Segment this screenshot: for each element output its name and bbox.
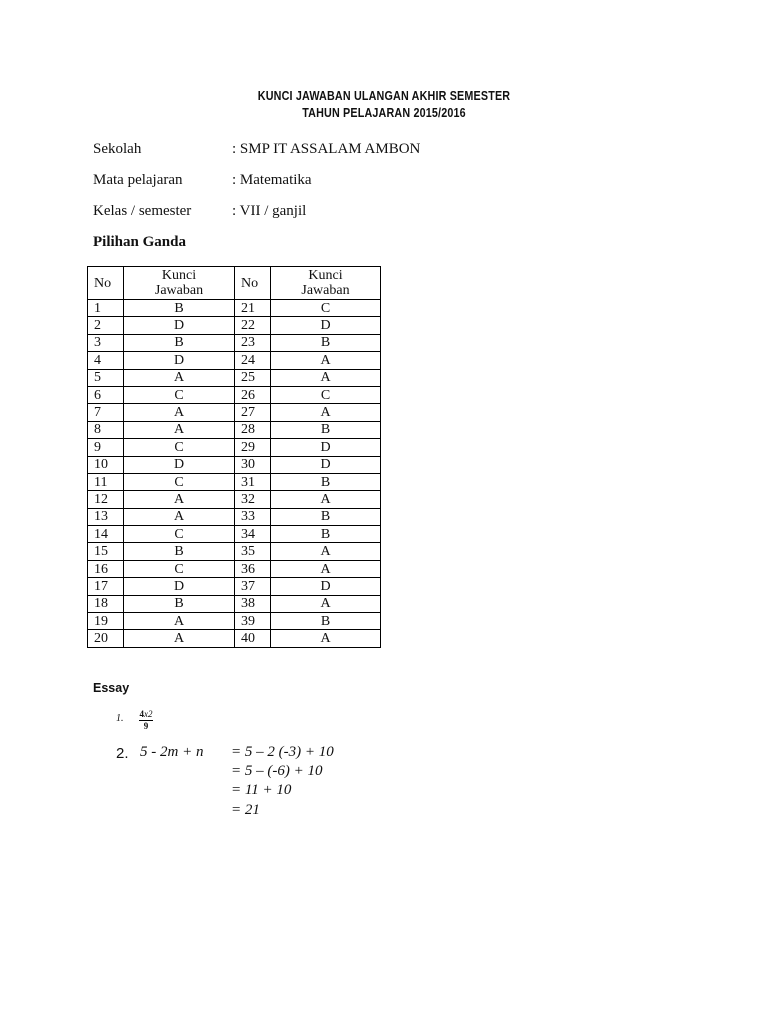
table-row (88, 508, 381, 525)
table-row (88, 630, 381, 647)
row-no-2: 30 (235, 456, 271, 473)
row-no-2: 35 (235, 543, 271, 560)
row-answer: B (124, 595, 235, 612)
row-answer: A (124, 508, 235, 525)
essay-title: Essay (93, 681, 130, 695)
row-no: 1 (88, 300, 124, 317)
row-no: 17 (88, 578, 124, 595)
row-no-2: 24 (235, 352, 271, 369)
row-no: 15 (88, 543, 124, 560)
row-answer-2: B (271, 526, 381, 543)
row-answer-2: D (271, 439, 381, 456)
row-no-2: 26 (235, 386, 271, 403)
header-answer-line1: Kunci (308, 268, 343, 283)
row-answer-2: A (271, 491, 381, 508)
row-answer: A (124, 404, 235, 421)
row-no: 4 (88, 352, 124, 369)
row-no: 5 (88, 369, 124, 386)
row-answer-2: C (271, 300, 381, 317)
row-answer-2: A (271, 595, 381, 612)
table-row (88, 595, 381, 612)
section-title: Pilihan Ganda (93, 234, 186, 250)
essay-step: = 21 (231, 802, 260, 818)
row-answer-2: D (271, 578, 381, 595)
header-answer-line2: Jawaban (301, 283, 350, 298)
row-no-2: 31 (235, 473, 271, 490)
table-row (88, 300, 381, 317)
row-answer: C (124, 439, 235, 456)
table-row (88, 404, 381, 421)
row-answer: D (124, 352, 235, 369)
essay-item-1-number: 1. (116, 713, 124, 724)
table-row (88, 352, 381, 369)
row-no-2: 37 (235, 578, 271, 595)
essay-step: = 5 – (-6) + 10 (231, 763, 323, 779)
fraction-denominator: 9 (143, 721, 149, 731)
info-value: : VII / ganjil (232, 203, 307, 219)
table-row (88, 456, 381, 473)
table-row (88, 543, 381, 560)
row-no: 7 (88, 404, 124, 421)
document-subtitle: TAHUN PELAJARAN 2015/2016 (302, 106, 466, 120)
essay-item-2-number: 2. (116, 745, 129, 762)
row-answer: C (124, 386, 235, 403)
row-answer-2: B (271, 334, 381, 351)
fraction (139, 709, 153, 731)
row-no-2: 23 (235, 334, 271, 351)
row-answer: A (124, 613, 235, 630)
row-answer-2: D (271, 317, 381, 334)
numerator-exponent: 2 (148, 709, 153, 719)
table-row (88, 421, 381, 438)
row-answer-2: A (271, 560, 381, 577)
row-answer: D (124, 578, 235, 595)
table-row (88, 334, 381, 351)
row-answer: B (124, 334, 235, 351)
row-no: 6 (88, 386, 124, 403)
row-answer: A (124, 421, 235, 438)
row-no: 18 (88, 595, 124, 612)
table-row (88, 491, 381, 508)
row-no: 2 (88, 317, 124, 334)
row-answer-2: B (271, 508, 381, 525)
answer-key-table (87, 266, 381, 648)
table-row (88, 473, 381, 490)
row-no-2: 40 (235, 630, 271, 647)
table-row (88, 613, 381, 630)
table-row (88, 317, 381, 334)
row-no-2: 33 (235, 508, 271, 525)
row-no-2: 29 (235, 439, 271, 456)
header-no: No (88, 267, 124, 300)
row-no-2: 25 (235, 369, 271, 386)
row-no: 16 (88, 560, 124, 577)
row-answer: C (124, 473, 235, 490)
row-answer: B (124, 543, 235, 560)
row-answer: A (124, 491, 235, 508)
info-label: Sekolah (93, 141, 142, 157)
row-answer: A (124, 630, 235, 647)
info-value: : SMP IT ASSALAM AMBON (232, 141, 421, 157)
row-no: 8 (88, 421, 124, 438)
document-title: KUNCI JAWABAN ULANGAN AKHIR SEMESTER (257, 89, 511, 103)
row-answer-2: A (271, 630, 381, 647)
row-no-2: 22 (235, 317, 271, 334)
fraction-numerator (139, 709, 153, 720)
row-answer-2: D (271, 456, 381, 473)
row-no-2: 28 (235, 421, 271, 438)
essay-step: = 5 – 2 (-3) + 10 (231, 744, 334, 760)
info-value: : Matematika (232, 172, 312, 188)
row-answer-2: A (271, 369, 381, 386)
row-answer: C (124, 526, 235, 543)
row-no: 11 (88, 473, 124, 490)
row-answer: D (124, 456, 235, 473)
row-no-2: 39 (235, 613, 271, 630)
row-answer-2: B (271, 421, 381, 438)
row-answer-2: A (271, 404, 381, 421)
table-row (88, 560, 381, 577)
row-no: 3 (88, 334, 124, 351)
row-answer-2: C (271, 386, 381, 403)
row-no-2: 38 (235, 595, 271, 612)
row-no-2: 34 (235, 526, 271, 543)
row-no: 14 (88, 526, 124, 543)
essay-item-2-expression: 5 - 2m + n (140, 744, 204, 760)
row-no: 12 (88, 491, 124, 508)
row-no-2: 36 (235, 560, 271, 577)
row-answer: B (124, 300, 235, 317)
row-answer: C (124, 560, 235, 577)
row-answer-2: A (271, 352, 381, 369)
header-answer-2 (271, 267, 381, 300)
numerator-variable: x (144, 709, 148, 719)
table-row (88, 439, 381, 456)
header-answer-line1: Kunci (161, 268, 197, 283)
numerator-coefficient: 4 (139, 709, 144, 719)
row-answer: D (124, 317, 235, 334)
header-answer (124, 267, 235, 300)
row-answer-2: B (271, 613, 381, 630)
row-no: 19 (88, 613, 124, 630)
info-label: Kelas / semester (93, 203, 192, 219)
row-no-2: 32 (235, 491, 271, 508)
info-label: Mata pelajaran (93, 172, 183, 188)
table-row (88, 578, 381, 595)
row-no-2: 21 (235, 300, 271, 317)
row-no: 20 (88, 630, 124, 647)
answer-key-body (88, 300, 381, 648)
row-no-2: 27 (235, 404, 271, 421)
row-answer: A (124, 369, 235, 386)
row-no: 13 (88, 508, 124, 525)
essay-step: = 11 + 10 (231, 782, 292, 798)
table-row (88, 526, 381, 543)
table-header-row (88, 267, 381, 300)
row-no: 10 (88, 456, 124, 473)
table-row (88, 369, 381, 386)
row-no: 9 (88, 439, 124, 456)
header-answer-line2: Jawaban (154, 283, 204, 298)
table-row (88, 386, 381, 403)
row-answer-2: B (271, 473, 381, 490)
row-answer-2: A (271, 543, 381, 560)
header-no-2: No (235, 267, 271, 300)
